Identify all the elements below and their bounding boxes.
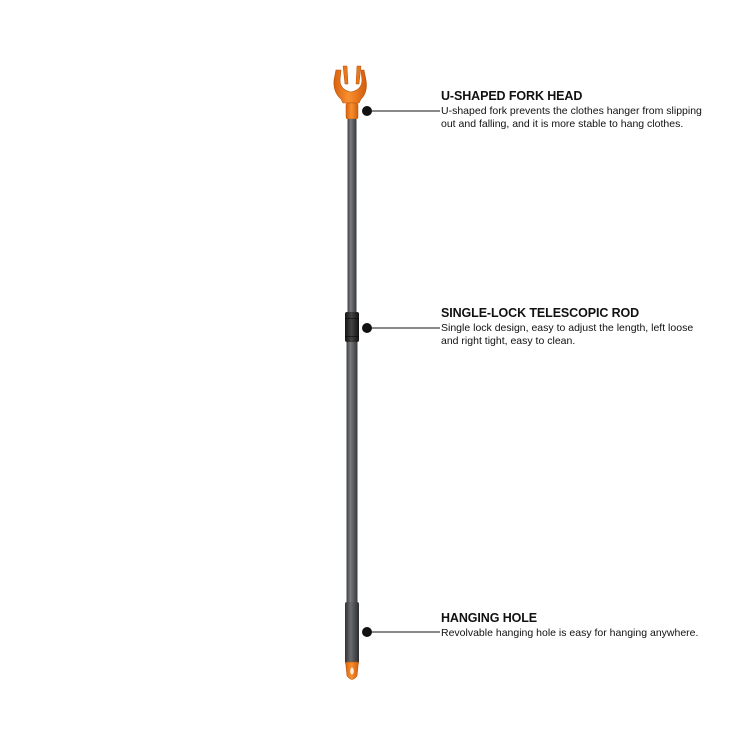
- single-lock: [345, 312, 359, 342]
- callout-description: U-shaped fork prevents the clothes hanger from slipping out and falling, and it is more stable to hang clothes.: [441, 105, 702, 130]
- callout-marker-fork: [362, 106, 440, 116]
- callout-telescopic-rod: [441, 306, 741, 347]
- callout-title: U-SHAPED FORK HEAD: [441, 89, 583, 103]
- callout-fork-head: [441, 89, 741, 130]
- lower-rod: [347, 342, 358, 604]
- handle-grip: [345, 602, 359, 664]
- hanging-hole-cap: [346, 662, 359, 680]
- callout-marker-hole: [362, 627, 440, 637]
- callout-hanging-hole: [441, 611, 741, 640]
- callout-title: HANGING HOLE: [441, 611, 538, 625]
- callout-marker-lock: [362, 323, 440, 333]
- callout-description: Revolvable hanging hole is easy for hanging anywhere.: [441, 627, 699, 639]
- fork-head: [334, 66, 367, 119]
- callout-title: SINGLE-LOCK TELESCOPIC ROD: [441, 306, 640, 320]
- callout-description: Single lock design, easy to adjust the length, left loose and right tight, easy to clean.: [441, 322, 694, 347]
- upper-rod: [348, 119, 357, 314]
